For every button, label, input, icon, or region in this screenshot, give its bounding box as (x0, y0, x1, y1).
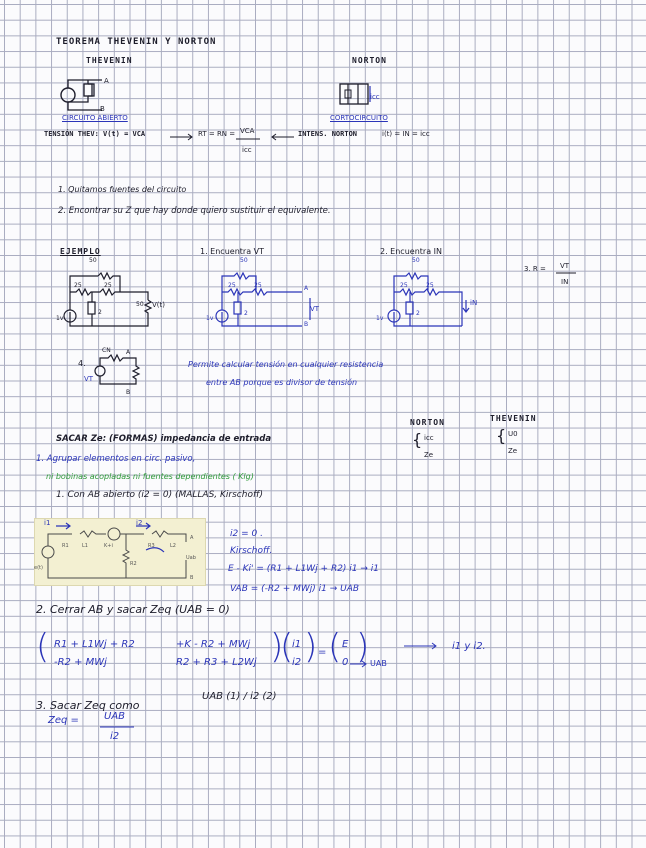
norton-label: NORTON (352, 56, 387, 65)
photo-i1: i1 (44, 519, 51, 527)
intens-eq: i(t) = IN = icc (382, 130, 430, 138)
eq-kirsch: Kirschoff. (230, 546, 273, 556)
s2-r50: 50 (412, 257, 420, 264)
example-circuit-drawing (56, 262, 166, 334)
brace-icon: { (412, 430, 423, 449)
photo-uab: Uab (186, 555, 196, 561)
step2-circuit-drawing (380, 262, 490, 334)
s1-src: 1v (206, 315, 214, 322)
fraction-bar (100, 726, 134, 728)
ex-r2: 2 (98, 309, 102, 316)
s2-r25b: 25 (426, 282, 434, 289)
rt-label: RT = RN = (198, 130, 236, 138)
ze-item1c: 1. Con AB abierto (i2 = 0) (MALLAS, Kirschoff) (56, 490, 263, 500)
rt-frac-den: icc (242, 146, 252, 154)
m12: +K - R2 + MWj (176, 639, 251, 650)
arrow-right-icon (404, 642, 440, 650)
step-2: 2. Encontrar su Z que hay donde quiero sustituir el equivalente. (58, 206, 331, 216)
ex-a4: A (126, 349, 131, 356)
eq-i2zero: i2 = 0 . (230, 529, 263, 539)
matrix-paren-right: ) (270, 627, 284, 667)
ex-vt4: VT (84, 375, 94, 383)
ex-vt-out: V(t) (152, 301, 165, 309)
example-title: EJEMPLO (60, 247, 101, 256)
table-n1: icc (424, 434, 434, 442)
table-thevenin: THEVENIN (490, 414, 537, 423)
s2-src: 1v (376, 315, 384, 322)
example-r-den: IN (561, 278, 569, 286)
photo-circuit-drawing (36, 520, 202, 582)
m21: -R2 + MWj (54, 657, 107, 668)
table-n2: Ze (424, 451, 434, 459)
s1-r50: 50 (240, 257, 248, 264)
r2: 0 (342, 657, 349, 668)
v2: i2 (292, 657, 302, 668)
brace-icon: { (496, 426, 507, 445)
photo-r2: R2 (130, 561, 137, 567)
table-t1: U0 (508, 430, 518, 438)
table-t2: Ze (508, 447, 518, 455)
ze-item1: 1. Agrupar elementos en circ. pasivo, (36, 454, 196, 464)
thevenin-circuit-drawing (58, 70, 118, 115)
ex-src: 1v (56, 315, 64, 322)
ex-r50b: 50 (136, 301, 144, 308)
tension-thev: TENSIÓN THEV: V(t) = VCA (44, 130, 146, 138)
vector-paren-right: ) (304, 627, 318, 667)
step1-circuit-drawing (208, 262, 318, 334)
intens-norton: INTENS. NORTON (298, 130, 358, 138)
r1: E (342, 639, 349, 650)
vector-paren-left: ( (280, 627, 294, 667)
matrix-paren-left: ( (36, 627, 50, 667)
norton-caption: CORTOCIRCUITO (330, 114, 388, 122)
ex-r25a: 25 (74, 282, 82, 289)
photo-e: e(t) (34, 565, 43, 571)
arrow-right-icon (350, 660, 370, 668)
rhs-paren-left: ( (328, 627, 342, 667)
step4-circuit-drawing (90, 347, 150, 392)
thev-a-label: A (104, 77, 109, 85)
rt-frac-num: VCA (240, 127, 255, 135)
s2-in: iN (470, 299, 478, 307)
photo-i2: i2 (136, 519, 143, 527)
page-title: TEOREMA THEVENIN Y NORTON (56, 37, 217, 47)
norton-icc-label: icc (370, 93, 380, 101)
s1-a: A (304, 285, 309, 292)
s1-r25b: 25 (254, 282, 262, 289)
table-norton: NORTON (410, 418, 445, 427)
example-step2: 2. Encuentra IN (380, 247, 442, 256)
m11: R1 + L1Wj + R2 (54, 639, 135, 650)
ze-header: SACAR Ze: (FORMAS) impedancia de entrada (56, 434, 272, 444)
example-step1: 1. Encuentra VT (200, 247, 264, 256)
v1: i1 (292, 639, 302, 650)
ex-note2: entre AB porque es divisor de tensión (206, 378, 358, 387)
s2-r25a: 25 (400, 282, 408, 289)
thev-b-label: B (100, 105, 105, 113)
zeq-num: UAB (104, 711, 126, 722)
equals-sign: = (318, 647, 327, 658)
zeq-den: i2 (110, 731, 120, 742)
uab-label: UAB (370, 659, 387, 668)
fraction-bar (556, 272, 576, 274)
s1-vt: VT (310, 305, 320, 313)
rhs-paren-right: ) (356, 627, 370, 667)
photo-l1: L1 (82, 543, 88, 549)
ex-note1: Permite calcular tensión en cualquier resistencia (188, 360, 384, 369)
step2b-result: i1 y i2. (452, 641, 486, 652)
ex-r50: 50 (89, 257, 97, 264)
arrow-right-icon (170, 134, 194, 140)
eq-e2: VAB = (-R2 + MWj) i1 → UAB (230, 584, 360, 594)
step3b-title: 3. Sacar Zeq como (36, 699, 140, 712)
step-1: 1. Quitamos fuentes del circuito (58, 185, 187, 194)
photo-r3: R3 (148, 543, 155, 549)
photo-ki: K+i (104, 543, 113, 549)
ex-b4: B (126, 389, 131, 396)
s2-r2: 2 (416, 310, 420, 317)
arrow-left-icon (270, 134, 294, 140)
ze-item1b: ni bobinas acopladas ni fuentes dependientes ( Klg) (46, 472, 254, 481)
m22: R2 + R3 + L2Wj (176, 657, 257, 668)
example-r-num: VT (560, 262, 570, 270)
ex-cn: CN (102, 347, 111, 354)
photo-l2: L2 (170, 543, 176, 549)
step3b-frac: UAB (1) / i2 (2) (202, 691, 277, 702)
step2b-title: 2. Cerrar AB y sacar Zeq (UAB = 0) (36, 603, 230, 616)
photo-b: B (190, 575, 194, 581)
s1-r2: 2 (244, 310, 248, 317)
ex-step4: 4. (78, 359, 86, 368)
ex-r25b: 25 (104, 282, 112, 289)
eq-e1: E - Ki' = (R1 + L1Wj + R2) i1 → i1 (228, 564, 380, 574)
photo-r1: R1 (62, 543, 69, 549)
example-step3: 3. R = (524, 265, 546, 273)
s1-b: B (304, 321, 309, 328)
zeq-label: Zeq = (48, 715, 79, 726)
thev-caption: CIRCUITO ABIERTO (62, 114, 128, 122)
photo-a: A (190, 535, 194, 541)
fraction-bar (236, 138, 260, 140)
s1-r25a: 25 (228, 282, 236, 289)
thevenin-label: THEVENIN (86, 56, 133, 65)
